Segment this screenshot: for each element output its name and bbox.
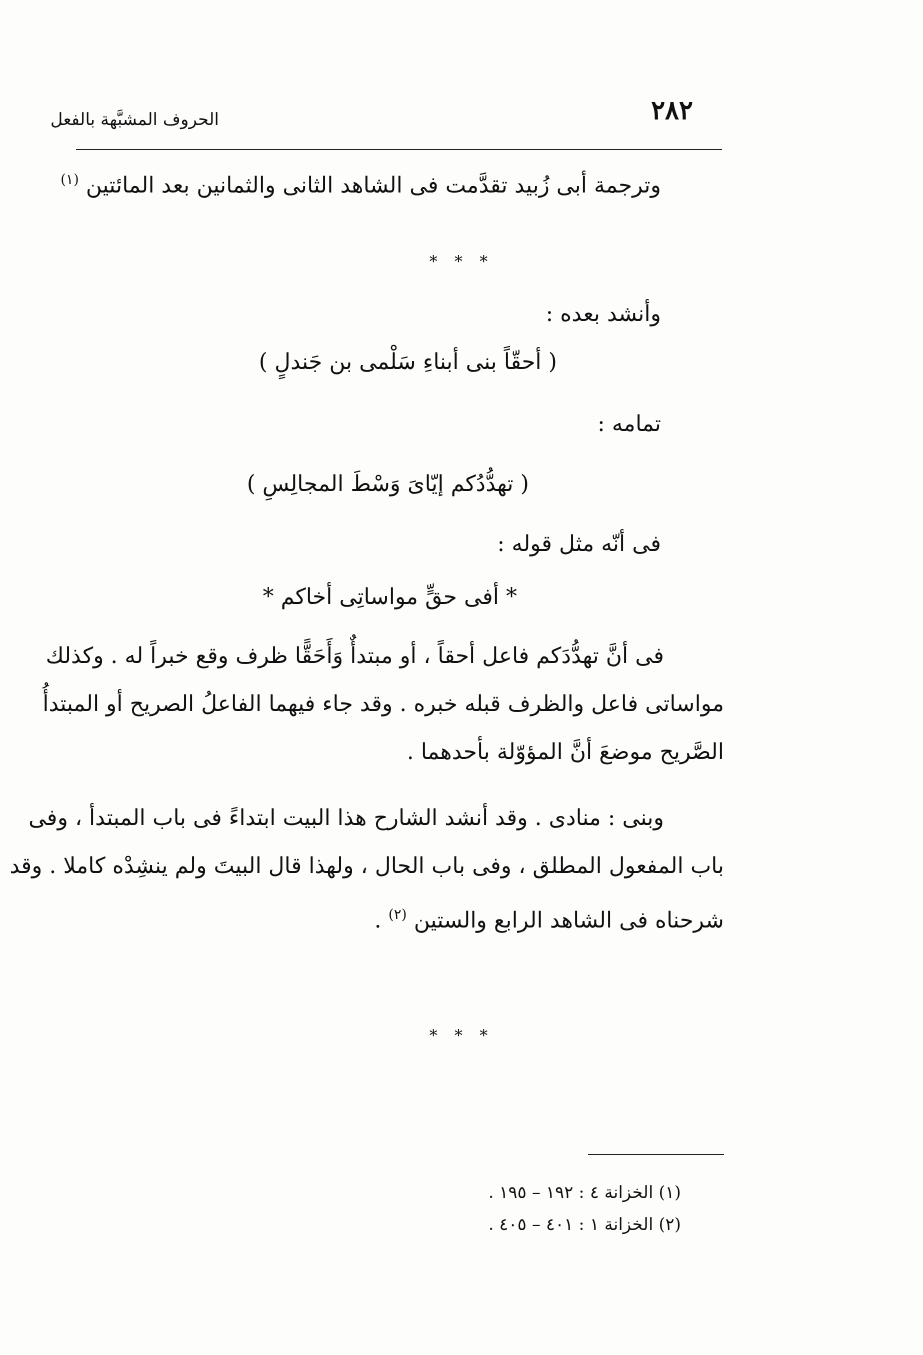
header-rule: [76, 149, 722, 150]
running-header-title: الحروف المشبَّهة بالفعل: [50, 110, 219, 130]
footnote-ref-2[interactable]: (٢): [388, 907, 407, 923]
paragraph-line: مواساتى فاعل والظرف قبله خبره . وقد جاء فيهما الفاعلُ الصريح أو المبتدأُ: [42, 692, 724, 717]
translation-note-text: وترجمة أبى زُبيد تقدَّمت فى الشاهد الثانى والثمانين بعد المائتين: [85, 173, 661, 199]
section-separator-end: * * *: [429, 1026, 494, 1045]
paragraph-line: الصَّريح موضعَ أنَّ المؤوّلة بأحدهما .: [406, 740, 724, 765]
paragraph-line: باب المفعول المطلق ، وفى باب الحال ، ولهذا قال البيتَ ولم ينشِدْه كاملا . وقد: [9, 854, 724, 879]
footnote-rule: [588, 1154, 724, 1155]
recite-intro: وأنشد بعده :: [545, 302, 661, 327]
comparison-label: فى أنّه مثل قوله :: [497, 532, 661, 557]
paragraph-line-last: [78, 891, 724, 945]
completion-label: تمامه :: [597, 412, 661, 437]
verse-first-half: ( أحقّاً بنى أبناءِ سَلْمى بن جَندلٍ ): [258, 350, 557, 375]
paragraph-end: .: [374, 908, 382, 934]
section-separator: * * *: [429, 252, 494, 271]
page-number: ٢٨٢: [651, 96, 693, 126]
paragraph-text: شرحناه فى الشاهد الرابع والستين: [413, 908, 724, 934]
quoted-hemistich: * أفى حقٍّ مواساتِى أخاكم *: [262, 585, 517, 610]
translation-note-line: [60, 172, 661, 198]
explanation-paragraph: [42, 633, 724, 777]
paragraph-line: وبنى : منادى . وقد أنشد الشارح هذا البيت ابتداءً فى باب المبتدأ ، وفى: [28, 806, 664, 831]
verse-second-half: ( تهدُّدُكم إيّاىَ وَسْطَ المجالِسِ ): [246, 472, 529, 497]
footnote-2: (٢) الخزانة ١ : ٤٠١ – ٤٠٥ .: [488, 1215, 681, 1235]
footnote-ref-1[interactable]: (١): [60, 172, 79, 188]
commentary-paragraph: [9, 795, 724, 945]
footnote-1: (١) الخزانة ٤ : ١٩٢ – ١٩٥ .: [488, 1183, 681, 1203]
paragraph-line: فى أنَّ تهدُّدَكم فاعل أحقاً ، أو مبتدأٌ وَأَحَقًّا ظرف وقع خبراً له . وكذلك: [45, 644, 664, 669]
